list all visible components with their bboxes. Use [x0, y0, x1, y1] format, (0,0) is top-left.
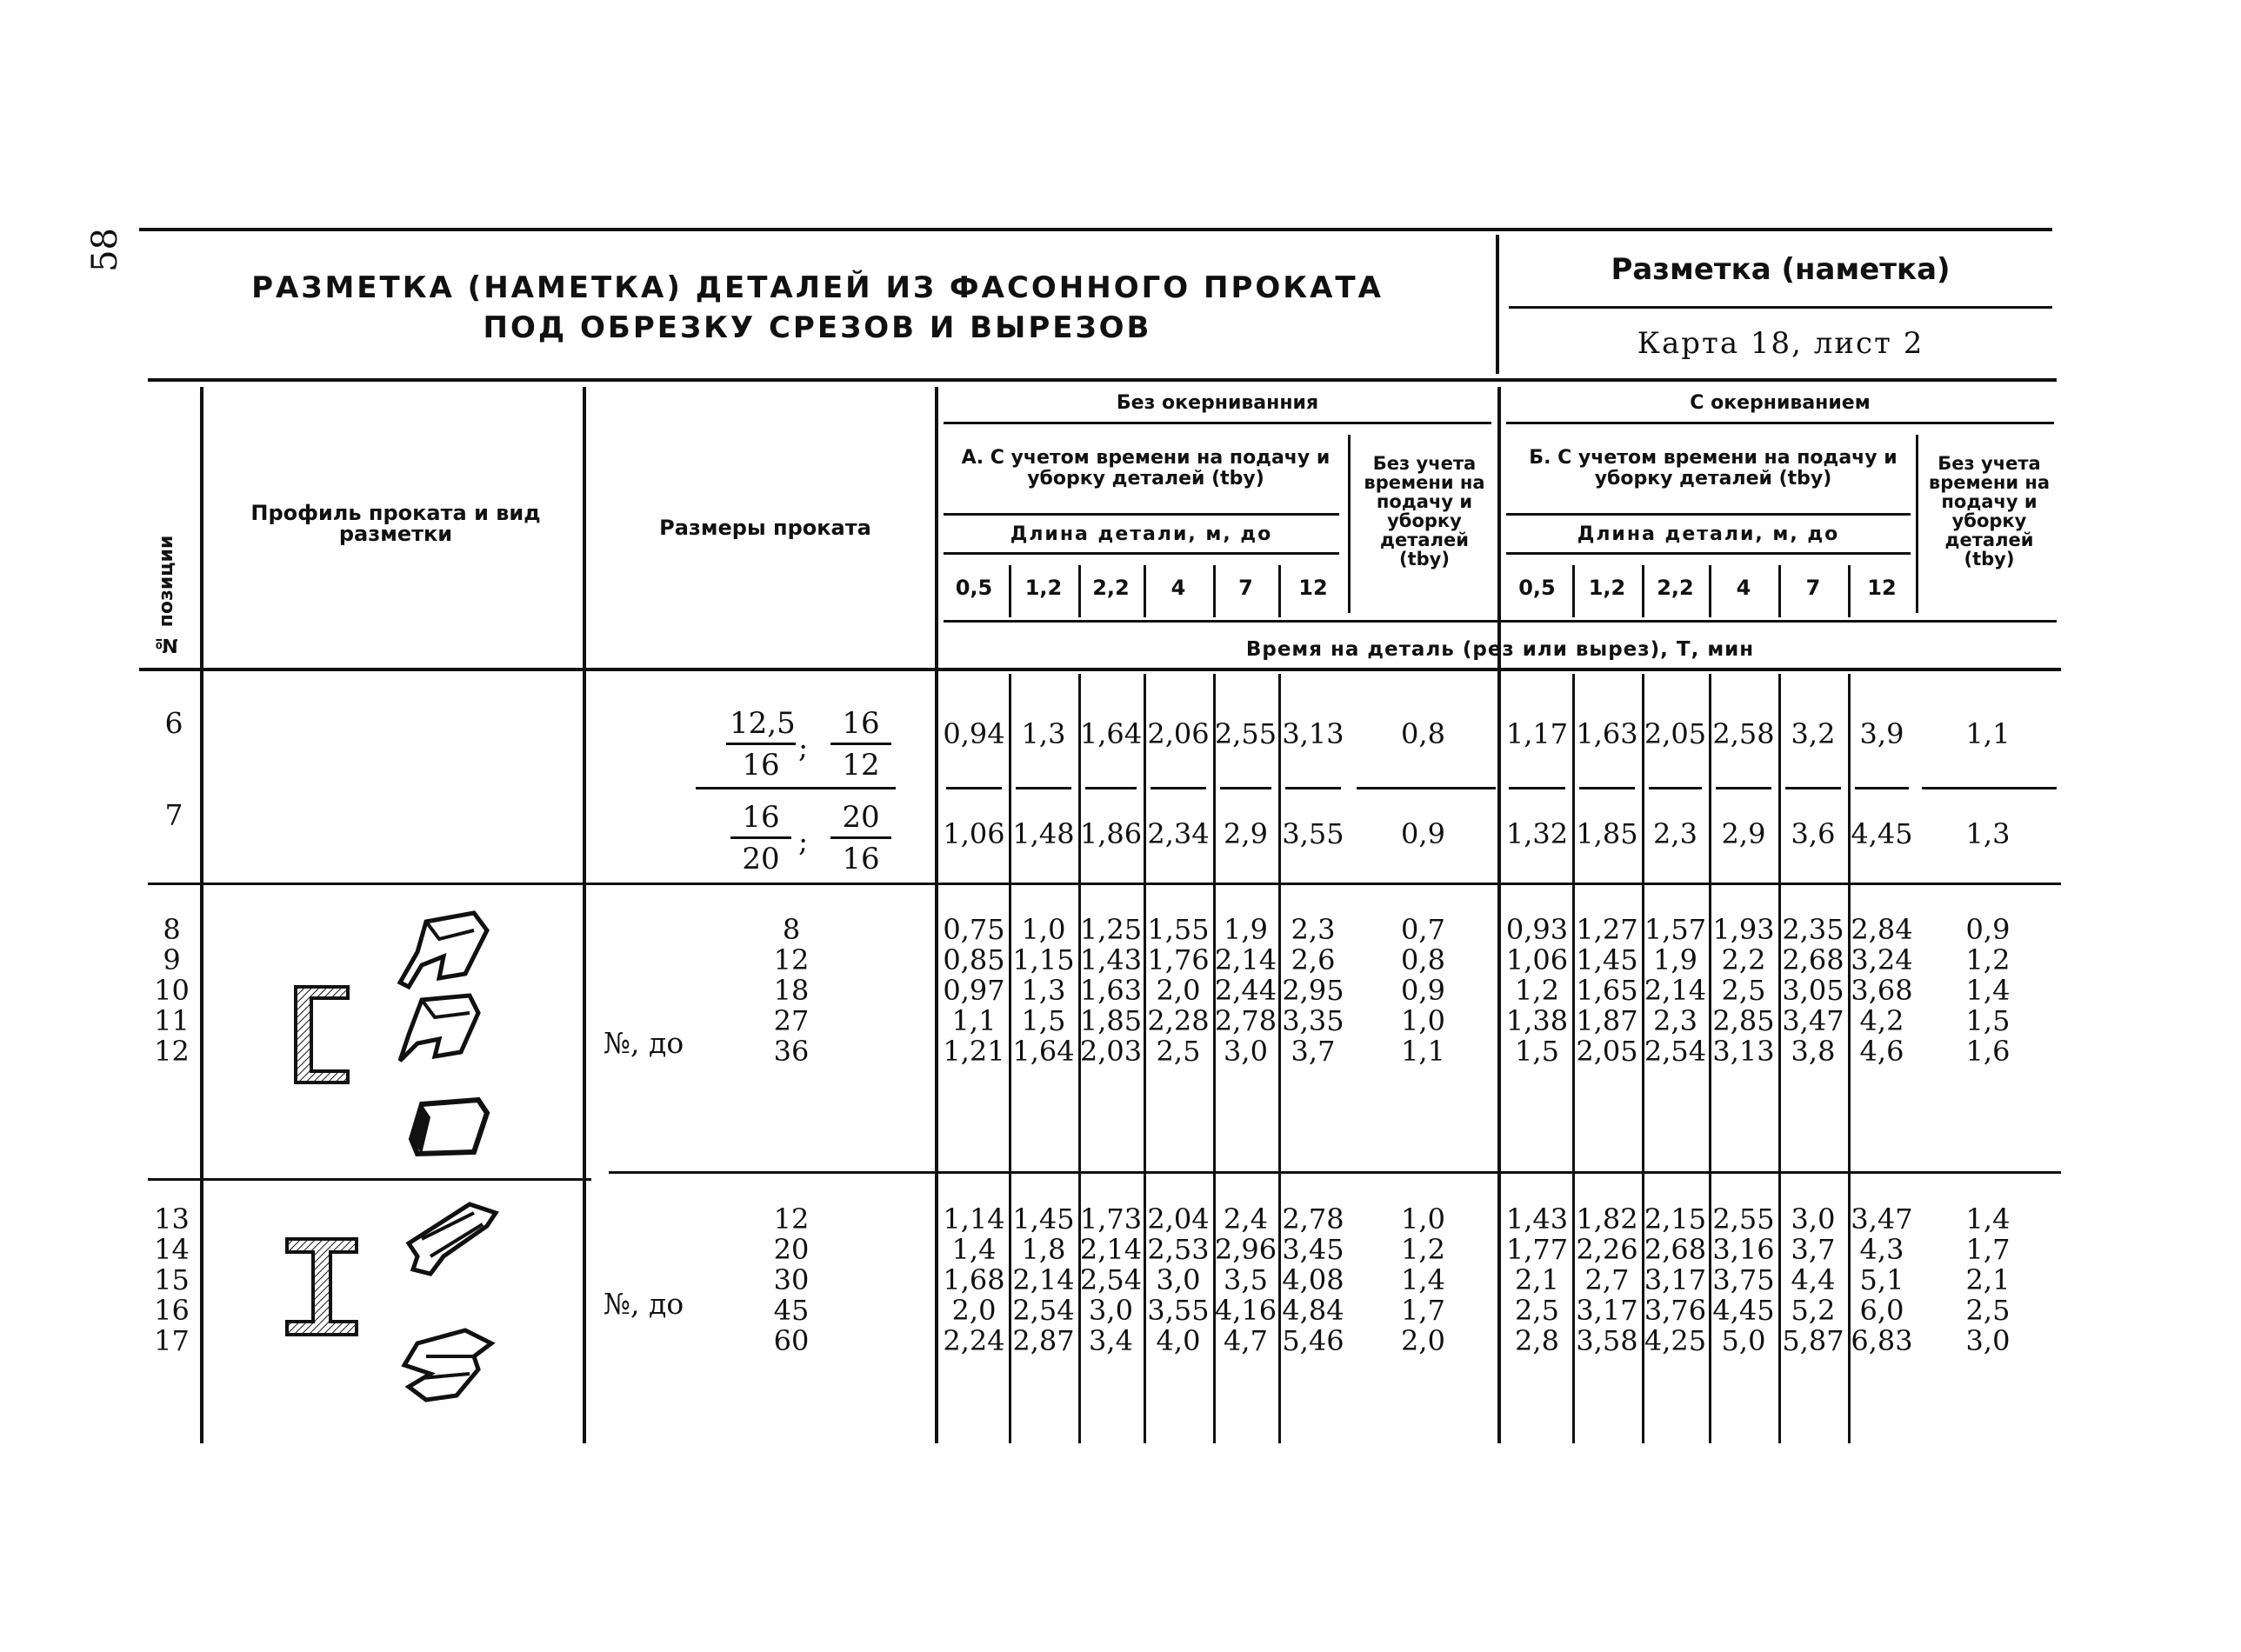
size-frac-6a: $\frac{12,5}{16}$ — [726, 704, 796, 785]
a-col-beam: 1,45 1,8 2,14 2,54 2,87 — [1012, 1202, 1075, 1357]
a-val: 1,3 — [1021, 717, 1066, 750]
a-no-tby: 0,8 — [1401, 717, 1445, 750]
b-no-tby: 1,1 — [1965, 717, 2011, 750]
col-profile-header: Профиль проката и вид разметки — [250, 501, 541, 546]
b-val: 1,32 — [1505, 817, 1569, 850]
b-col-channel: 1,93 2,2 2,5 2,85 3,13 — [1712, 913, 1775, 1068]
a-col-beam: 1,73 2,14 2,54 3,0 3,4 — [1079, 1202, 1143, 1357]
b-val: 2,05 — [1644, 717, 1707, 750]
sizes-col-beam: 12 20 30 45 60 — [773, 1202, 810, 1357]
b-col-beam: 3,0 3,7 4,4 5,2 5,87 — [1782, 1202, 1844, 1357]
no-tby-a-header: Без учета времени на подачу и уборку деталей (tby) — [1364, 453, 1485, 570]
col-sizes-header: Размеры проката — [659, 516, 871, 540]
a-col-beam: 1,14 1,4 1,68 2,0 2,24 — [943, 1202, 1005, 1357]
b-val: 2,58 — [1712, 717, 1775, 750]
a-val: 1,64 — [1079, 717, 1143, 750]
channel-markup-icon-1 — [391, 904, 496, 991]
b-val: 2,3 — [1653, 817, 1697, 850]
channel-markup-icon-2 — [391, 991, 487, 1069]
channel-profile-drawing — [287, 983, 357, 1087]
a-no-tby-beam: 1,0 1,2 1,4 1,7 2,0 — [1401, 1202, 1445, 1357]
sub-b-header: Б. С учетом времени на подачу и уборку деталей (tby) — [1529, 447, 1898, 490]
length-b-3: 4 — [1736, 576, 1751, 600]
b-val: 1,17 — [1505, 717, 1569, 750]
length-a-1: 1,2 — [1024, 576, 1063, 600]
b-no-tby-beam: 1,4 1,7 2,1 2,5 3,0 — [1965, 1202, 2011, 1357]
b-col-beam: 2,15 2,68 3,17 3,76 4,25 — [1644, 1202, 1707, 1357]
channel-markup-icon-3 — [404, 1091, 491, 1161]
b-col-channel: 0,93 1,06 1,2 1,38 1,5 — [1505, 913, 1569, 1068]
b-col-beam: 1,82 2,26 2,7 3,17 3,58 — [1576, 1202, 1638, 1357]
length-label-b: Длина детали, м, до — [1577, 523, 1840, 545]
b-val: 1,63 — [1576, 717, 1638, 750]
b-val: 3,2 — [1791, 717, 1836, 750]
beam-markup-icon-2 — [391, 1317, 504, 1413]
page-number: 58 — [85, 228, 125, 272]
a-val: 3,55 — [1282, 817, 1344, 850]
a-val: 0,94 — [943, 717, 1005, 750]
col-position-header: № позиции — [156, 535, 177, 656]
a-col-channel: 1,55 1,76 2,0 2,28 2,5 — [1147, 913, 1210, 1068]
sizes-col-channel: 8 12 18 27 36 — [773, 913, 810, 1068]
size-frac-6b: $\frac{16}{12}$ — [830, 704, 891, 785]
title-line-2: ПОД ОБРЕЗКУ СРЕЗОВ И ВЫРЕЗОВ — [483, 310, 1152, 345]
page-title — [157, 268, 1478, 348]
title-line-1: РАЗМЕТКА (НАМЕТКА) ДЕТАЛЕЙ ИЗ ФАСОННОГО ПРОКАТА — [251, 270, 1384, 305]
a-val: 1,86 — [1079, 817, 1143, 850]
length-b-2: 2,2 — [1657, 576, 1694, 600]
b-col-beam: 3,47 4,3 5,1 6,0 6,83 — [1851, 1202, 1913, 1357]
b-col-beam: 1,43 1,77 2,1 2,5 2,8 — [1505, 1202, 1569, 1357]
time-label: Время на деталь (рез или вырез), Т, мин — [1245, 638, 1755, 661]
a-val: 3,13 — [1282, 717, 1344, 750]
a-col-channel: 2,3 2,6 2,95 3,35 3,7 — [1282, 913, 1344, 1068]
length-label-a: Длина детали, м, до — [1010, 523, 1273, 545]
beam-markup-icon-1 — [391, 1191, 504, 1287]
b-col-channel: 2,35 2,68 3,05 3,47 3,8 — [1782, 913, 1844, 1068]
length-b-5: 12 — [1867, 576, 1897, 600]
a-col-beam: 2,4 2,96 3,5 4,16 4,7 — [1214, 1202, 1277, 1357]
b-val: 3,6 — [1791, 817, 1836, 850]
a-col-beam: 2,78 3,45 4,08 4,84 5,46 — [1282, 1202, 1344, 1357]
header-right-bottom: Карта 18, лист 2 — [1637, 326, 1924, 361]
group-a-header: Без окерниванния — [1116, 392, 1319, 414]
a-col-beam: 2,04 2,53 3,0 3,55 4,0 — [1147, 1202, 1210, 1357]
b-val: 4,45 — [1851, 817, 1913, 850]
length-a-5: 12 — [1298, 576, 1328, 600]
group-b-header: С окерниванием — [1690, 392, 1871, 414]
length-b-0: 0,5 — [1518, 576, 1556, 600]
a-val: 2,9 — [1224, 817, 1268, 850]
a-val: 1,06 — [943, 817, 1005, 850]
b-no-tby: 1,3 — [1965, 817, 2011, 850]
length-a-0: 0,5 — [955, 576, 993, 600]
pos-col-beam: 13 14 15 16 17 — [154, 1202, 190, 1357]
length-a-4: 7 — [1238, 576, 1253, 600]
a-val: 2,06 — [1147, 717, 1210, 750]
pos-6: 6 — [164, 706, 183, 740]
b-val: 2,9 — [1721, 817, 1766, 850]
a-no-tby-channel: 0,7 0,8 0,9 1,0 1,1 — [1401, 913, 1445, 1068]
a-col-channel: 1,0 1,15 1,3 1,5 1,64 — [1012, 913, 1075, 1068]
size-frac-7a: $\frac{16}{20}$ — [730, 798, 791, 879]
pos-col-channel: 8 9 10 11 12 — [154, 913, 190, 1068]
no-tby-b-header: Без учета времени на подачу и уборку деталей (tby) — [1928, 453, 2051, 570]
a-no-tby: 0,9 — [1401, 817, 1445, 850]
b-col-channel: 2,84 3,24 3,68 4,2 4,6 — [1851, 913, 1913, 1068]
a-val: 1,48 — [1012, 817, 1075, 850]
b-no-tby-channel: 0,9 1,2 1,4 1,5 1,6 — [1965, 913, 2011, 1068]
b-val: 1,85 — [1576, 817, 1638, 850]
a-val: 2,34 — [1147, 817, 1210, 850]
size-prefix-channel: №, до — [603, 1026, 684, 1060]
length-b-4: 7 — [1805, 576, 1821, 600]
b-col-channel: 1,27 1,45 1,65 1,87 2,05 — [1576, 913, 1638, 1068]
beam-profile-drawing — [283, 1235, 361, 1339]
b-col-beam: 2,55 3,16 3,75 4,45 5,0 — [1712, 1202, 1775, 1357]
length-b-1: 1,2 — [1588, 576, 1626, 600]
b-col-channel: 1,57 1,9 2,14 2,3 2,54 — [1644, 913, 1707, 1068]
a-col-channel: 1,25 1,43 1,63 1,85 2,03 — [1079, 913, 1143, 1068]
size-frac-7b: $\frac{20}{16}$ — [830, 798, 891, 879]
a-col-channel: 0,75 0,85 0,97 1,1 1,21 — [943, 913, 1005, 1068]
length-a-3: 4 — [1171, 576, 1186, 600]
sub-a-header: А. С учетом времени на подачу и уборку деталей (tby) — [961, 447, 1331, 490]
b-val: 3,9 — [1859, 717, 1904, 750]
a-val: 2,55 — [1214, 717, 1277, 750]
length-a-2: 2,2 — [1092, 576, 1130, 600]
a-col-channel: 1,9 2,14 2,44 2,78 3,0 — [1214, 913, 1277, 1068]
pos-7: 7 — [164, 798, 183, 832]
header-right-top: Разметка (наметка) — [1611, 252, 1951, 287]
size-prefix-beam: №, до — [603, 1287, 684, 1321]
